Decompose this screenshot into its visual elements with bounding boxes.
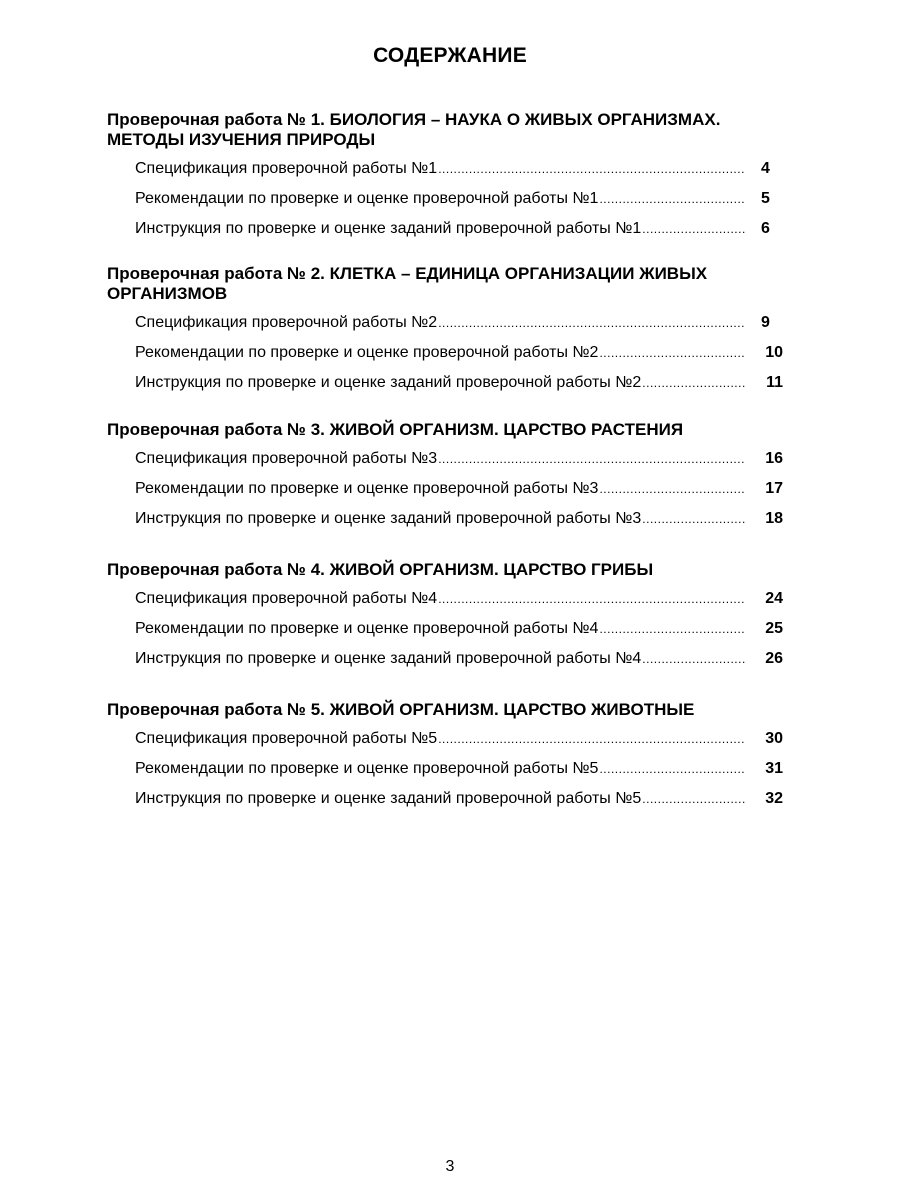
entry-title: Инструкция по проверке и оценке заданий проверочной работы №1 — [135, 220, 642, 237]
dot-leader — [438, 308, 745, 338]
entry-page-number: 11 — [766, 374, 783, 391]
toc-entry[interactable] — [135, 474, 783, 504]
entry-title: Спецификация проверочной работы №3 — [135, 450, 438, 467]
entry-title: Спецификация проверочной работы №1 — [135, 160, 438, 177]
dot-leader — [642, 214, 745, 244]
dot-leader — [642, 368, 745, 398]
entry-page-number: 4 — [761, 160, 770, 177]
entry-title: Рекомендации по проверке и оценке проверочной работы №2 — [135, 344, 599, 361]
page-title: СОДЕРЖАНИЕ — [373, 44, 527, 67]
toc-entry[interactable] — [135, 184, 783, 214]
entry-page-number: 6 — [761, 220, 770, 237]
toc-section-4 — [107, 560, 787, 674]
entry-title: Инструкция по проверке и оценке заданий проверочной работы №2 — [135, 374, 642, 391]
entry-page-number: 5 — [761, 190, 770, 207]
toc-section-5 — [107, 700, 787, 814]
entry-title: Рекомендации по проверке и оценке проверочной работы №4 — [135, 620, 599, 637]
section-heading[interactable] — [107, 700, 787, 720]
section-label: Проверочная работа № 1. — [107, 110, 325, 129]
section-heading[interactable] — [107, 420, 787, 440]
entry-page-number: 31 — [765, 760, 783, 777]
toc-entry[interactable] — [135, 614, 783, 644]
toc-section-1 — [107, 110, 783, 244]
entry-title: Инструкция по проверке и оценке заданий проверочной работы №3 — [135, 510, 642, 527]
dot-leader — [642, 644, 745, 674]
dot-leader — [642, 504, 745, 534]
toc-section-2 — [107, 264, 783, 398]
toc-entry[interactable] — [135, 754, 783, 784]
section-label: Проверочная работа № 4. — [107, 560, 325, 579]
entry-title: Инструкция по проверке и оценке заданий проверочной работы №5 — [135, 790, 642, 807]
section-topic: ЖИВОЙ ОРГАНИЗМ. ЦАРСТВО РАСТЕНИЯ — [329, 420, 684, 439]
toc-entry[interactable] — [135, 368, 783, 398]
entry-page-number: 16 — [765, 450, 783, 467]
toc-entry[interactable] — [135, 724, 783, 754]
dot-leader — [438, 584, 745, 614]
entry-page-number: 18 — [765, 510, 783, 527]
entry-page-number: 9 — [761, 314, 770, 331]
entry-page-number: 32 — [765, 790, 783, 807]
entry-title: Рекомендации по проверке и оценке проверочной работы №3 — [135, 480, 599, 497]
toc-entry[interactable] — [135, 444, 783, 474]
toc-entry[interactable] — [135, 644, 783, 674]
entry-title: Спецификация проверочной работы №2 — [135, 314, 438, 331]
section-heading[interactable] — [107, 560, 787, 580]
dot-leader — [438, 154, 745, 184]
section-topic: ЖИВОЙ ОРГАНИЗМ. ЦАРСТВО ЖИВОТНЫЕ — [329, 700, 695, 719]
toc-entry[interactable] — [135, 338, 783, 368]
entry-title: Рекомендации по проверке и оценке проверочной работы №5 — [135, 760, 599, 777]
toc-entry[interactable] — [135, 784, 783, 814]
section-topic: КЛЕТКА – ЕДИНИЦА ОРГАНИЗАЦИИ ЖИВЫХ ОРГАНИЗМОВ — [107, 264, 708, 303]
dot-leader — [599, 184, 745, 214]
entry-title: Спецификация проверочной работы №4 — [135, 590, 438, 607]
entry-title: Спецификация проверочной работы №5 — [135, 730, 438, 747]
toc-entry[interactable] — [135, 584, 783, 614]
dot-leader — [599, 614, 745, 644]
dot-leader — [599, 474, 745, 504]
entry-page-number: 26 — [765, 650, 783, 667]
section-topic: БИОЛОГИЯ – НАУКА О ЖИВЫХ ОРГАНИЗМАХ. МЕТОДЫ ИЗУЧЕНИЯ ПРИРОДЫ — [107, 110, 721, 149]
dot-leader — [599, 754, 745, 784]
section-heading[interactable] — [107, 110, 747, 150]
toc-entry[interactable] — [135, 214, 783, 244]
entry-page-number: 10 — [765, 344, 783, 361]
section-label: Проверочная работа № 5. — [107, 700, 325, 719]
toc-section-3 — [107, 420, 787, 534]
entry-title: Инструкция по проверке и оценке заданий проверочной работы №4 — [135, 650, 642, 667]
entry-page-number: 17 — [765, 480, 783, 497]
section-heading[interactable] — [107, 264, 747, 304]
toc-entry[interactable] — [135, 504, 783, 534]
page-number: 3 — [445, 1158, 455, 1175]
dot-leader — [438, 444, 745, 474]
entry-title: Рекомендации по проверке и оценке проверочной работы №1 — [135, 190, 599, 207]
toc-entry[interactable] — [135, 154, 783, 184]
section-topic: ЖИВОЙ ОРГАНИЗМ. ЦАРСТВО ГРИБЫ — [329, 560, 654, 579]
toc-entry[interactable] — [135, 308, 783, 338]
entry-page-number: 24 — [765, 590, 783, 607]
dot-leader — [599, 338, 745, 368]
entry-page-number: 25 — [765, 620, 783, 637]
entry-page-number: 30 — [765, 730, 783, 747]
section-label: Проверочная работа № 2. — [107, 264, 325, 283]
dot-leader — [438, 724, 745, 754]
section-label: Проверочная работа № 3. — [107, 420, 325, 439]
dot-leader — [642, 784, 745, 814]
